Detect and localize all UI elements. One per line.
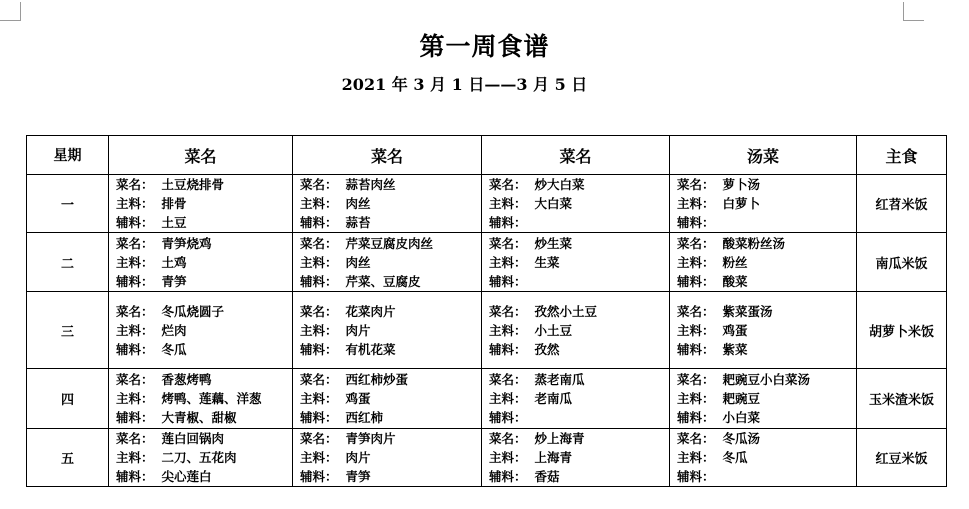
dish-cell — [109, 369, 293, 429]
field-label: 辅料： — [300, 273, 338, 289]
field-label: 菜名： — [300, 177, 338, 192]
dish-name-line — [677, 429, 856, 448]
field-value: 冬瓜 — [722, 450, 748, 465]
field-label: 主料： — [489, 254, 527, 270]
field-label: 辅料： — [677, 341, 715, 357]
table-row — [27, 233, 947, 292]
staple-cell: 南瓜米饭 — [857, 233, 947, 292]
header-soup: 汤菜 — [670, 136, 857, 175]
field-value: 小土豆 — [534, 322, 573, 338]
dish-main-line — [300, 253, 481, 272]
soup-cell — [670, 175, 857, 233]
dish-main-line — [677, 448, 856, 467]
staple-cell: 红豆米饭 — [857, 429, 947, 487]
field-label: 辅料： — [677, 273, 715, 289]
field-value: 有机花菜 — [345, 341, 396, 357]
table-header-row — [27, 136, 947, 175]
field-label: 菜名： — [300, 235, 338, 251]
field-label: 菜名： — [677, 372, 715, 387]
field-value: 莲白回锅肉 — [161, 431, 225, 446]
field-value: 孜然小土豆 — [534, 303, 598, 319]
dish-main-line — [489, 321, 669, 340]
dish-aux-line — [116, 408, 292, 427]
field-label: 辅料： — [300, 341, 338, 357]
field-label: 辅料： — [300, 215, 338, 230]
field-value: 白萝卜 — [722, 196, 761, 211]
field-label: 主料： — [116, 196, 154, 211]
field-value: 尖心莲白 — [161, 469, 212, 484]
dish-aux-line — [116, 340, 292, 359]
field-value: 小白菜 — [722, 410, 761, 425]
dish-aux-line — [300, 467, 481, 486]
field-label: 菜名： — [489, 431, 527, 446]
dish-cell — [109, 175, 293, 233]
dish-name-line — [300, 429, 481, 448]
dish-name-line — [116, 370, 292, 389]
field-value: 大青椒、甜椒 — [161, 410, 237, 425]
dish-cell — [482, 292, 670, 369]
field-label: 主料： — [677, 322, 715, 338]
dish-aux-line — [677, 408, 856, 427]
field-value: 肉丝 — [345, 196, 371, 211]
dish-main-line — [300, 389, 481, 408]
field-label: 菜名： — [116, 431, 154, 446]
field-value: 二刀、五花肉 — [161, 450, 237, 465]
field-value: 鸡蛋 — [345, 391, 371, 406]
field-value: 烤鸭、莲藕、洋葱 — [161, 391, 262, 406]
dish-name-line — [300, 370, 481, 389]
field-label: 菜名： — [300, 431, 338, 446]
soup-cell — [670, 292, 857, 369]
dish-cell — [109, 429, 293, 487]
field-label: 菜名： — [677, 235, 715, 251]
field-value: 炒上海青 — [534, 431, 585, 446]
field-value: 青笋 — [345, 469, 371, 484]
dish-main-line — [116, 321, 292, 340]
dish-main-line — [677, 389, 856, 408]
field-value: 上海青 — [534, 450, 573, 465]
field-label: 菜名： — [116, 372, 154, 387]
field-value: 排骨 — [161, 196, 187, 211]
field-value: 酸菜粉丝汤 — [722, 235, 786, 251]
field-value: 西红柿 — [345, 410, 384, 425]
dish-name-line — [677, 175, 856, 194]
field-label: 辅料： — [677, 469, 715, 484]
dish-cell — [109, 292, 293, 369]
dish-name-line — [489, 175, 669, 194]
dish-main-line — [300, 448, 481, 467]
dish-aux-line — [489, 272, 669, 291]
dish-main-line — [489, 194, 669, 213]
field-label: 辅料： — [489, 341, 527, 357]
field-value: 孜然 — [534, 341, 560, 357]
field-value: 香菇 — [534, 469, 560, 484]
dish-aux-line — [677, 213, 856, 232]
field-label: 主料： — [489, 391, 527, 406]
field-label: 辅料： — [489, 469, 527, 484]
dish-aux-line — [116, 213, 292, 232]
field-value: 土豆烧排骨 — [161, 177, 225, 192]
field-label: 菜名： — [489, 235, 527, 251]
field-value: 老南瓜 — [534, 391, 573, 406]
dish-aux-line — [677, 340, 856, 359]
field-value: 青笋烧鸡 — [161, 235, 212, 251]
dish-main-line — [489, 389, 669, 408]
field-label: 辅料： — [489, 410, 527, 425]
dish-aux-line — [300, 213, 481, 232]
field-label: 主料： — [116, 450, 154, 465]
header-dish-1: 菜名 — [109, 136, 293, 175]
field-value: 土鸡 — [161, 254, 187, 270]
field-label: 菜名： — [489, 177, 527, 192]
dish-name-line — [677, 370, 856, 389]
dish-main-line — [116, 389, 292, 408]
dish-aux-line — [489, 467, 669, 486]
field-label: 主料： — [116, 254, 154, 270]
dish-name-line — [116, 175, 292, 194]
field-value: 青笋 — [161, 273, 187, 289]
field-value: 紫菜 — [722, 341, 748, 357]
field-label: 菜名： — [489, 303, 527, 319]
day-cell: 五 — [27, 429, 109, 487]
dish-main-line — [116, 194, 292, 213]
field-label: 主料： — [300, 254, 338, 270]
header-dish-3: 菜名 — [482, 136, 670, 175]
field-label: 主料： — [677, 254, 715, 270]
field-value: 大白菜 — [534, 196, 573, 211]
day-cell: 四 — [27, 369, 109, 429]
soup-cell — [670, 369, 857, 429]
field-label: 主料： — [677, 196, 715, 211]
dish-main-line — [116, 253, 292, 272]
dish-cell — [293, 175, 482, 233]
field-label: 辅料： — [489, 215, 527, 230]
field-value: 鸡蛋 — [722, 322, 748, 338]
field-label: 辅料： — [300, 469, 338, 484]
field-label: 菜名： — [677, 431, 715, 446]
field-value: 香葱烤鸭 — [161, 372, 212, 387]
dish-aux-line — [677, 467, 856, 486]
dish-main-line — [489, 448, 669, 467]
field-value: 肉片 — [345, 322, 371, 338]
field-value: 土豆 — [161, 215, 187, 230]
staple-cell: 红苕米饭 — [857, 175, 947, 233]
soup-cell — [670, 233, 857, 292]
field-label: 主料： — [677, 391, 715, 406]
field-label: 菜名： — [300, 372, 338, 387]
dish-name-line — [489, 370, 669, 389]
dish-aux-line — [677, 272, 856, 291]
dish-aux-line — [116, 467, 292, 486]
margin-mark-top-right — [903, 2, 924, 21]
dish-cell — [109, 233, 293, 292]
margin-mark-top-left — [0, 2, 21, 21]
field-label: 辅料： — [300, 410, 338, 425]
dish-cell — [293, 369, 482, 429]
field-label: 菜名： — [489, 372, 527, 387]
dish-aux-line — [300, 408, 481, 427]
dish-cell — [482, 233, 670, 292]
dish-name-line — [489, 302, 669, 321]
field-value: 生菜 — [534, 254, 560, 270]
dish-aux-line — [116, 272, 292, 291]
dish-cell — [293, 233, 482, 292]
field-label: 主料： — [300, 450, 338, 465]
field-label: 主料： — [300, 196, 338, 211]
dish-name-line — [300, 302, 481, 321]
menu-table — [26, 135, 947, 487]
field-label: 辅料： — [116, 341, 154, 357]
field-value: 青笋肉片 — [345, 431, 396, 446]
field-value: 冬瓜烧圆子 — [161, 303, 225, 319]
dish-name-line — [677, 234, 856, 253]
staple-cell: 胡萝卜米饭 — [857, 292, 947, 369]
field-value: 肉丝 — [345, 254, 371, 270]
field-label: 主料： — [300, 322, 338, 338]
dish-main-line — [677, 194, 856, 213]
day-cell: 三 — [27, 292, 109, 369]
field-label: 菜名： — [116, 235, 154, 251]
table-row — [27, 369, 947, 429]
field-label: 菜名： — [300, 303, 338, 319]
field-label: 主料： — [116, 391, 154, 406]
field-label: 辅料： — [116, 410, 154, 425]
dish-name-line — [300, 234, 481, 253]
field-label: 辅料： — [489, 273, 527, 289]
field-value: 芹菜豆腐皮肉丝 — [345, 235, 434, 251]
dish-cell — [293, 292, 482, 369]
field-value: 烂肉 — [161, 322, 187, 338]
dish-name-line — [116, 234, 292, 253]
field-value: 炒生菜 — [534, 235, 573, 251]
soup-cell — [670, 429, 857, 487]
field-value: 紫菜蛋汤 — [722, 303, 773, 319]
dish-main-line — [489, 253, 669, 272]
field-label: 主料： — [489, 322, 527, 338]
field-label: 辅料： — [116, 215, 154, 230]
dish-cell — [482, 369, 670, 429]
field-label: 主料： — [300, 391, 338, 406]
dish-aux-line — [300, 272, 481, 291]
field-value: 花菜肉片 — [345, 303, 396, 319]
field-value: 蒸老南瓜 — [534, 372, 585, 387]
field-value: 冬瓜汤 — [722, 431, 761, 446]
field-value: 冬瓜 — [161, 341, 187, 357]
field-value: 粉丝 — [722, 254, 748, 270]
field-label: 菜名： — [677, 177, 715, 192]
field-label: 主料： — [489, 196, 527, 211]
dish-aux-line — [300, 340, 481, 359]
field-label: 菜名： — [116, 303, 154, 319]
dish-cell — [482, 175, 670, 233]
dish-name-line — [116, 302, 292, 321]
dish-main-line — [677, 253, 856, 272]
field-value: 蒜苔肉丝 — [345, 177, 396, 192]
field-value: 蒜苔 — [345, 215, 371, 230]
dish-name-line — [489, 234, 669, 253]
dish-main-line — [116, 448, 292, 467]
dish-main-line — [677, 321, 856, 340]
field-value: 芹菜、豆腐皮 — [345, 273, 421, 289]
header-staple: 主食 — [857, 136, 947, 175]
field-label: 辅料： — [677, 410, 715, 425]
dish-name-line — [300, 175, 481, 194]
table-row — [27, 175, 947, 233]
field-label: 菜名： — [677, 303, 715, 319]
table-row — [27, 292, 947, 369]
field-value: 耙豌豆 — [722, 391, 761, 406]
field-label: 菜名： — [116, 177, 154, 192]
staple-cell: 玉米渣米饭 — [857, 369, 947, 429]
dish-aux-line — [489, 408, 669, 427]
field-value: 炒大白菜 — [534, 177, 585, 192]
dish-name-line — [116, 429, 292, 448]
field-value: 西红柿炒蛋 — [345, 372, 409, 387]
date-range: 2021 年 3 月 1 日——3 月 5 日 — [341, 75, 588, 94]
field-value: 萝卜汤 — [722, 177, 761, 192]
document-title: 第一周食谱 — [419, 32, 550, 61]
field-value: 酸菜 — [722, 273, 748, 289]
dish-name-line — [677, 302, 856, 321]
field-label: 主料： — [489, 450, 527, 465]
dish-aux-line — [489, 213, 669, 232]
field-value: 耙豌豆小白菜汤 — [722, 372, 811, 387]
field-label: 辅料： — [116, 273, 154, 289]
field-label: 主料： — [677, 450, 715, 465]
field-value: 肉片 — [345, 450, 371, 465]
dish-aux-line — [489, 340, 669, 359]
field-label: 辅料： — [116, 469, 154, 484]
dish-main-line — [300, 321, 481, 340]
dish-name-line — [489, 429, 669, 448]
day-cell: 二 — [27, 233, 109, 292]
day-cell: 一 — [27, 175, 109, 233]
dish-cell — [482, 429, 670, 487]
header-dish-2: 菜名 — [293, 136, 482, 175]
dish-main-line — [300, 194, 481, 213]
header-day: 星期 — [27, 136, 109, 175]
field-label: 辅料： — [677, 215, 715, 230]
table-row — [27, 429, 947, 487]
dish-cell — [293, 429, 482, 487]
field-label: 主料： — [116, 322, 154, 338]
